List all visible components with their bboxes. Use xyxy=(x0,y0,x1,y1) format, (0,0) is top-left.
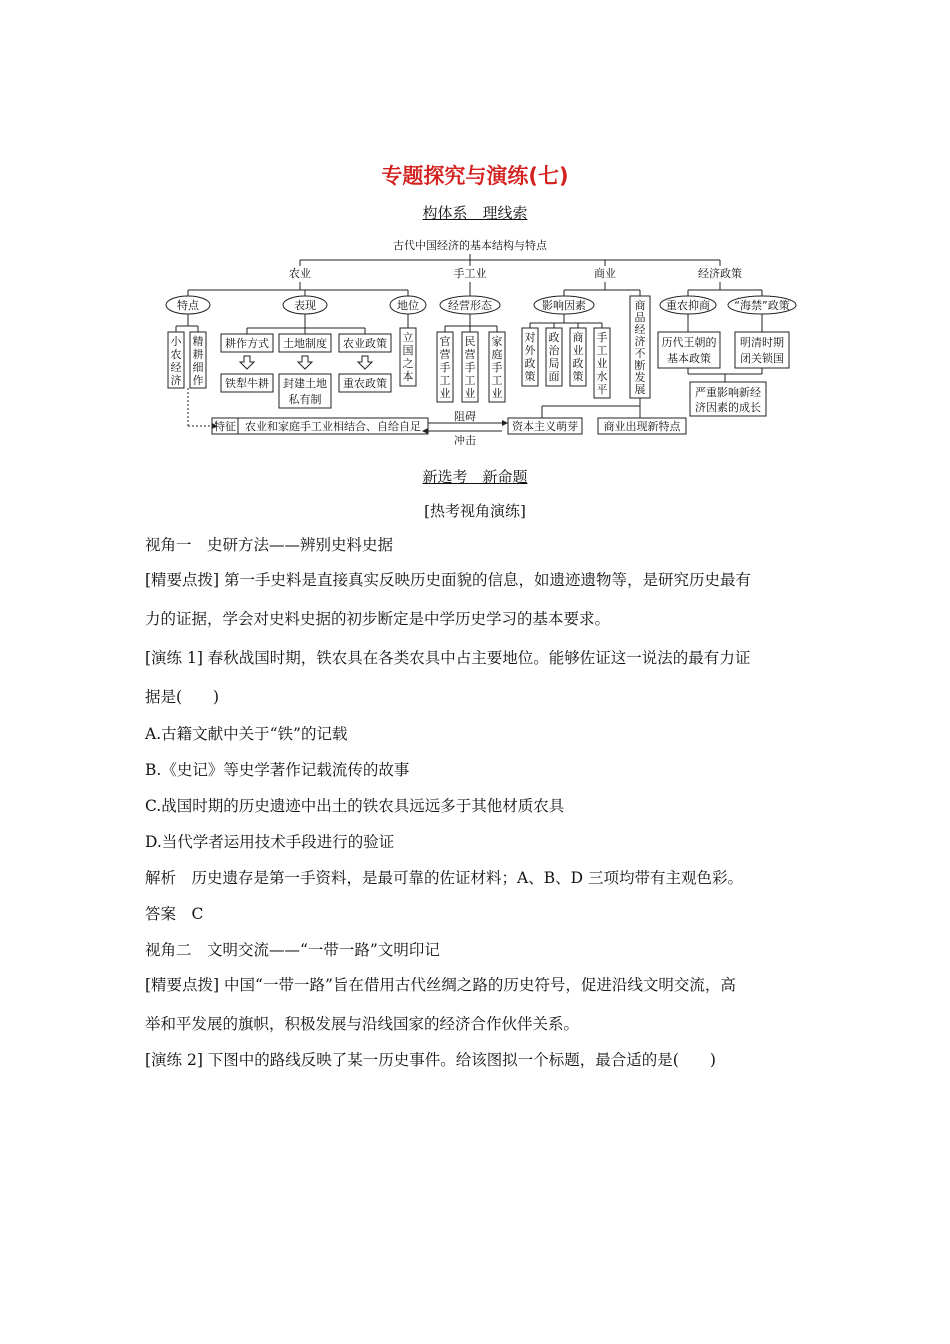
diagram-tieli: 铁犁牛耕 xyxy=(225,377,269,390)
diagram-shangye-zc xyxy=(573,330,584,383)
diagram-zuai: 阻碍 xyxy=(454,410,476,423)
svg-text:手: 手 xyxy=(439,361,451,374)
diagram-status-oval: 地位 xyxy=(397,299,419,312)
diagram-lidai-1: 历代王朝的 xyxy=(661,336,717,349)
diagram-tezheng: 特征 xyxy=(214,420,236,433)
svg-text:经: 经 xyxy=(634,323,646,336)
diagram-mgmt-oval: 经营形态 xyxy=(448,299,492,312)
svg-text:手: 手 xyxy=(491,361,503,374)
svg-text:民: 民 xyxy=(464,335,476,348)
svg-text:小: 小 xyxy=(170,335,182,348)
svg-text:农: 农 xyxy=(170,348,182,361)
diagram-mingqing-2: 闭关锁国 xyxy=(740,352,784,365)
concept-map-svg xyxy=(140,228,810,453)
svg-text:策: 策 xyxy=(572,370,584,383)
svg-text:工: 工 xyxy=(491,374,503,387)
svg-text:立: 立 xyxy=(402,331,414,344)
diagram-handicraft: 手工业 xyxy=(453,267,487,280)
diagram-shougong-sp xyxy=(597,331,608,396)
svg-text:工: 工 xyxy=(596,344,608,357)
diagram-nongye-zc: 农业政策 xyxy=(343,337,387,350)
svg-text:水: 水 xyxy=(596,370,608,383)
svg-text:商: 商 xyxy=(634,299,646,312)
diagram-duiwai xyxy=(525,330,537,383)
answer: 答案 C xyxy=(145,905,204,923)
svg-text:本: 本 xyxy=(402,370,414,383)
diagram-zhengzhi xyxy=(549,330,561,383)
svg-text:业: 业 xyxy=(596,357,608,370)
diagram-policy: 经济政策 xyxy=(698,267,742,280)
diagram-mingqing-1: 明清时期 xyxy=(740,336,784,349)
svg-text:精: 精 xyxy=(192,335,204,348)
svg-text:面: 面 xyxy=(548,370,560,383)
svg-text:耕: 耕 xyxy=(192,348,204,361)
diagram-liguo xyxy=(403,331,414,383)
diagram-feature-oval: 特点 xyxy=(177,299,199,312)
svg-text:展: 展 xyxy=(634,383,646,396)
section-heading-structure: 构体系 理线索 xyxy=(422,204,528,222)
question-1-line-2: 据是( ) xyxy=(145,688,220,706)
tip-2-line-2: 举和平发展的旗帜，积极发展与沿线国家的经济合作伙伴关系。 xyxy=(145,1015,580,1033)
svg-text:济: 济 xyxy=(634,335,646,348)
svg-text:济: 济 xyxy=(170,374,182,387)
diagram-ziben: 资本主义萌芽 xyxy=(512,420,578,433)
svg-text:发: 发 xyxy=(634,371,646,384)
concept-map xyxy=(140,228,810,453)
angle-2: 视角二 文明交流——“一带一路”文明印记 xyxy=(145,941,440,959)
diagram-fengjian-2: 私有制 xyxy=(288,393,322,406)
svg-text:业: 业 xyxy=(464,387,476,400)
svg-text:庭: 庭 xyxy=(491,348,503,361)
svg-text:治: 治 xyxy=(548,344,560,357)
section-heading-exam: 新选考 新命题 xyxy=(422,468,528,486)
diagram-shangpin xyxy=(635,298,646,396)
svg-text:工: 工 xyxy=(464,374,476,387)
svg-text:营: 营 xyxy=(464,348,476,361)
svg-text:作: 作 xyxy=(192,374,204,387)
svg-text:政: 政 xyxy=(524,357,536,370)
tip-1-line-2: 力的证据，学会对史料史据的初步断定是中学历史学习的基本要求。 xyxy=(145,610,611,628)
svg-text:家: 家 xyxy=(491,335,503,348)
option-b: B.《史记》等史学著作记载流传的故事 xyxy=(145,761,410,779)
diagram-fengjian-1: 封建土地 xyxy=(283,377,327,390)
diagram-factor-oval: 影响因素 xyxy=(542,299,586,312)
diagram-lidai-2: 基本政策 xyxy=(667,352,711,365)
svg-text:业: 业 xyxy=(439,387,451,400)
diagram-chongji: 冲击 xyxy=(454,434,476,447)
svg-text:业: 业 xyxy=(572,344,584,357)
diagram-yanzhong-1: 严重影响新经 xyxy=(695,386,761,399)
svg-text:平: 平 xyxy=(596,383,608,396)
diagram-tezheng-text: 农业和家庭手工业相结合、自给自足 xyxy=(245,420,421,433)
option-a: A.古籍文献中关于“铁”的记载 xyxy=(145,725,348,743)
angle-1: 视角一 史研方法——辨别史料史据 xyxy=(145,536,394,554)
svg-text:官: 官 xyxy=(439,335,451,348)
svg-text:业: 业 xyxy=(491,387,503,400)
diagram-minying xyxy=(465,335,476,400)
diagram-performance-oval: 表现 xyxy=(294,299,316,312)
svg-text:手: 手 xyxy=(464,361,476,374)
svg-text:政: 政 xyxy=(572,357,584,370)
diagram-root: 古代中国经济的基本结构与特点 xyxy=(393,239,547,252)
diagram-xintedian: 商业出现新特点 xyxy=(603,420,681,433)
svg-text:断: 断 xyxy=(634,359,646,372)
subheading: [热考视角演练] xyxy=(424,502,526,520)
diagram-jiating xyxy=(492,334,503,400)
svg-text:细: 细 xyxy=(192,361,204,374)
tip-1-line-1: [精要点拨] 第一手史料是直接真实反映历史面貌的信息，如遗迹遗物等，是研究历史最有 xyxy=(145,571,752,589)
svg-text:工: 工 xyxy=(439,374,451,387)
diagram-yanzhong-2: 济因素的成长 xyxy=(695,401,761,414)
tip-2-line-1: [精要点拨] 中国“一带一路”旨在借用古代丝绸之路的历史符号，促进沿线文明交流，高 xyxy=(145,976,736,994)
option-d: D.当代学者运用技术手段进行的验证 xyxy=(145,833,395,851)
svg-text:国: 国 xyxy=(402,344,414,357)
diagram-tudi: 土地制度 xyxy=(283,337,327,350)
diagram-guanying xyxy=(440,334,451,400)
svg-text:局: 局 xyxy=(548,357,560,370)
svg-text:外: 外 xyxy=(524,344,536,357)
diagram-gengzuo: 耕作方式 xyxy=(225,337,269,350)
svg-text:经: 经 xyxy=(170,361,182,374)
diagram-xiaonong xyxy=(171,334,183,387)
svg-text:之: 之 xyxy=(402,357,414,370)
svg-text:品: 品 xyxy=(634,311,646,324)
diagram-jinggeng xyxy=(193,334,204,387)
question-2: [演练 2] 下图中的路线反映了某一历史事件。给该图拟一个标题，最合适的是( ) xyxy=(145,1051,716,1069)
diagram-zhongnong-zc: 重农政策 xyxy=(343,377,387,390)
svg-text:手: 手 xyxy=(596,331,608,344)
question-1-line-1: [演练 1] 春秋战国时期，铁农具在各类农具中占主要地位。能够佐证这一说法的最有力证 xyxy=(145,649,751,667)
page-title: 专题探究与演练(七) xyxy=(381,164,569,188)
diagram-commerce: 商业 xyxy=(594,267,616,280)
svg-text:不: 不 xyxy=(634,347,646,360)
svg-text:策: 策 xyxy=(524,370,536,383)
svg-text:对: 对 xyxy=(524,331,536,344)
svg-text:政: 政 xyxy=(548,331,560,344)
diagram-agriculture: 农业 xyxy=(289,267,311,280)
diagram-haijin-oval: “海禁”政策 xyxy=(734,299,790,312)
option-c: C.战国时期的历史遗迹中出土的铁农具远远多于其他材质农具 xyxy=(145,797,565,815)
diagram-zhongnong-oval: 重农抑商 xyxy=(666,299,710,312)
svg-text:商: 商 xyxy=(572,331,584,344)
svg-text:营: 营 xyxy=(439,348,451,361)
analysis: 解析 历史遗存是第一手资料，是最可靠的佐证材料；A、B、D 三项均带有主观色彩。 xyxy=(145,869,743,887)
